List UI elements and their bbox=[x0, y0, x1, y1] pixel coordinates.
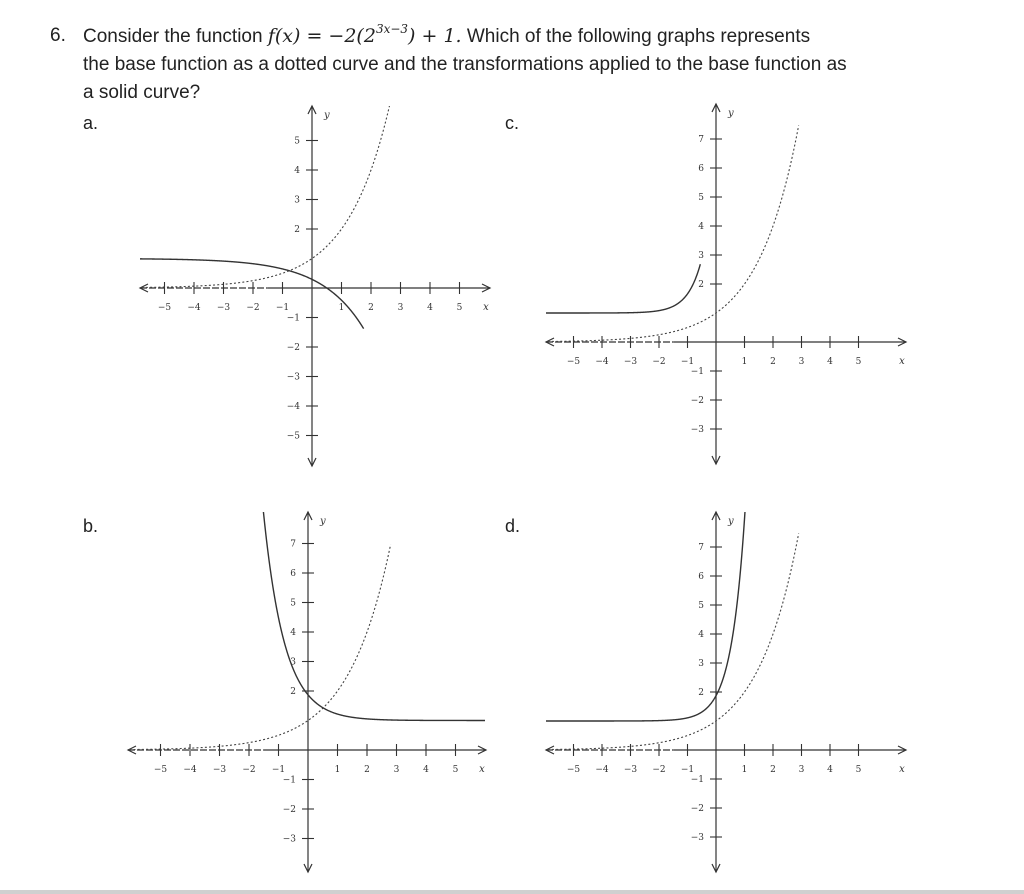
y-axis-label: y bbox=[728, 108, 734, 119]
y-tick-label: 5 bbox=[290, 598, 296, 609]
y-axis-label: y bbox=[728, 516, 734, 527]
y-tick-label: 5 bbox=[698, 193, 704, 203]
x-tick-label: 3 bbox=[798, 357, 805, 367]
x-tick-label: −4 bbox=[187, 303, 201, 313]
x-tick-label: −3 bbox=[623, 357, 638, 367]
y-tick-label: 6 bbox=[290, 569, 296, 579]
y-tick-label: 2 bbox=[290, 687, 296, 697]
function-exponent: 3x−3 bbox=[375, 22, 409, 36]
y-tick-label: 3 bbox=[294, 195, 300, 206]
x-tick-label: 1 bbox=[741, 357, 748, 367]
y-tick-label: 6 bbox=[698, 164, 704, 174]
x-tick-label: 3 bbox=[393, 765, 400, 775]
x-tick-label: 3 bbox=[397, 303, 404, 313]
x-tick-label: −2 bbox=[242, 765, 256, 775]
x-tick-label: 1 bbox=[741, 765, 748, 775]
x-tick-label: −5 bbox=[566, 357, 581, 367]
x-tick-label: −4 bbox=[183, 765, 197, 775]
y-tick-label: 3 bbox=[698, 659, 704, 669]
y-tick-label: 4 bbox=[698, 630, 704, 640]
x-tick-label: 5 bbox=[855, 357, 862, 367]
option-c-label: c. bbox=[505, 113, 520, 133]
y-tick-label: −3 bbox=[286, 372, 300, 383]
y-tick-label: −1 bbox=[286, 313, 300, 324]
y-tick-label: 7 bbox=[290, 539, 296, 550]
x-tick-label: −3 bbox=[212, 765, 227, 775]
y-tick-label: −5 bbox=[286, 431, 300, 442]
y-tick-label: −3 bbox=[282, 834, 296, 845]
x-axis-label: x bbox=[899, 764, 905, 775]
y-axis-label: y bbox=[324, 110, 330, 121]
y-tick-label: 7 bbox=[698, 135, 704, 145]
y-tick-label: −4 bbox=[286, 402, 300, 412]
y-tick-label: 5 bbox=[698, 601, 704, 611]
y-tick-label: −1 bbox=[690, 367, 704, 377]
y-tick-label: 4 bbox=[698, 222, 704, 232]
x-tick-label: −2 bbox=[652, 765, 666, 775]
y-axis-label: y bbox=[320, 516, 326, 527]
x-tick-label: −3 bbox=[216, 303, 231, 313]
y-tick-label: −2 bbox=[286, 343, 300, 353]
x-tick-label: 1 bbox=[338, 303, 345, 313]
question-line-3: a solid curve? bbox=[83, 82, 201, 103]
question-intro: Consider the function bbox=[83, 26, 263, 47]
y-tick-label: 4 bbox=[294, 166, 300, 176]
x-tick-label: 4 bbox=[423, 765, 429, 775]
y-tick-label: 2 bbox=[698, 688, 704, 698]
question-number: 6. bbox=[50, 25, 66, 46]
x-tick-label: 4 bbox=[827, 357, 833, 367]
x-tick-label: −1 bbox=[680, 765, 695, 775]
x-tick-label: −1 bbox=[271, 765, 286, 775]
y-tick-label: 3 bbox=[698, 251, 704, 261]
y-tick-label: −2 bbox=[282, 805, 296, 815]
x-tick-label: −4 bbox=[595, 765, 609, 775]
y-tick-label: −2 bbox=[690, 396, 704, 406]
y-tick-label: 5 bbox=[294, 136, 300, 147]
x-tick-label: 2 bbox=[770, 765, 776, 775]
x-tick-label: 2 bbox=[364, 765, 370, 775]
y-tick-label: 6 bbox=[698, 572, 704, 582]
y-tick-label: −3 bbox=[690, 425, 704, 435]
function-formula: $f(x) = -2(2^{3x-3}) + 1$. bbox=[267, 22, 462, 47]
x-tick-label: −2 bbox=[246, 303, 260, 313]
question-line-2: the base function as a dotted curve and the transformations applied to the base function as bbox=[83, 54, 847, 75]
x-axis-label: x bbox=[483, 302, 489, 313]
x-tick-label: −1 bbox=[275, 303, 290, 313]
x-tick-label: 4 bbox=[827, 765, 833, 775]
transformed-curve-solid bbox=[545, 472, 747, 721]
x-tick-label: −5 bbox=[153, 765, 168, 775]
x-tick-label: −3 bbox=[623, 765, 638, 775]
option-b-label: b. bbox=[83, 516, 99, 536]
x-tick-label: −4 bbox=[595, 357, 609, 367]
y-tick-label: −1 bbox=[282, 775, 296, 786]
option-d-label: d. bbox=[505, 516, 521, 536]
y-tick-label: −2 bbox=[690, 804, 704, 814]
page-bottom-rule bbox=[0, 890, 1024, 894]
x-tick-label: 3 bbox=[798, 765, 805, 775]
x-tick-label: −5 bbox=[566, 765, 581, 775]
option-a-label: a. bbox=[83, 113, 99, 133]
y-tick-label: 2 bbox=[294, 225, 300, 235]
y-tick-label: 3 bbox=[290, 657, 296, 668]
x-tick-label: 5 bbox=[452, 765, 459, 775]
x-tick-label: −1 bbox=[680, 357, 695, 367]
x-tick-label: 2 bbox=[770, 357, 776, 367]
x-tick-label: 1 bbox=[334, 765, 341, 775]
x-tick-label: −2 bbox=[652, 357, 666, 367]
x-axis-label: x bbox=[899, 356, 905, 367]
x-tick-label: 5 bbox=[456, 303, 463, 313]
base-curve-dotted bbox=[539, 534, 798, 750]
y-tick-label: −1 bbox=[690, 775, 704, 785]
curves bbox=[539, 472, 798, 749]
y-tick-label: 7 bbox=[698, 543, 704, 553]
y-tick-label: 4 bbox=[290, 628, 296, 638]
question-text-1: Which of the following graphs represents bbox=[466, 26, 811, 47]
x-tick-label: 4 bbox=[427, 303, 433, 313]
x-axis-label: x bbox=[479, 764, 485, 775]
x-tick-label: −5 bbox=[157, 303, 172, 313]
x-tick-label: 5 bbox=[855, 765, 862, 775]
y-tick-label: −3 bbox=[690, 833, 704, 843]
x-tick-label: 2 bbox=[368, 303, 374, 313]
y-tick-label: 2 bbox=[698, 280, 704, 290]
